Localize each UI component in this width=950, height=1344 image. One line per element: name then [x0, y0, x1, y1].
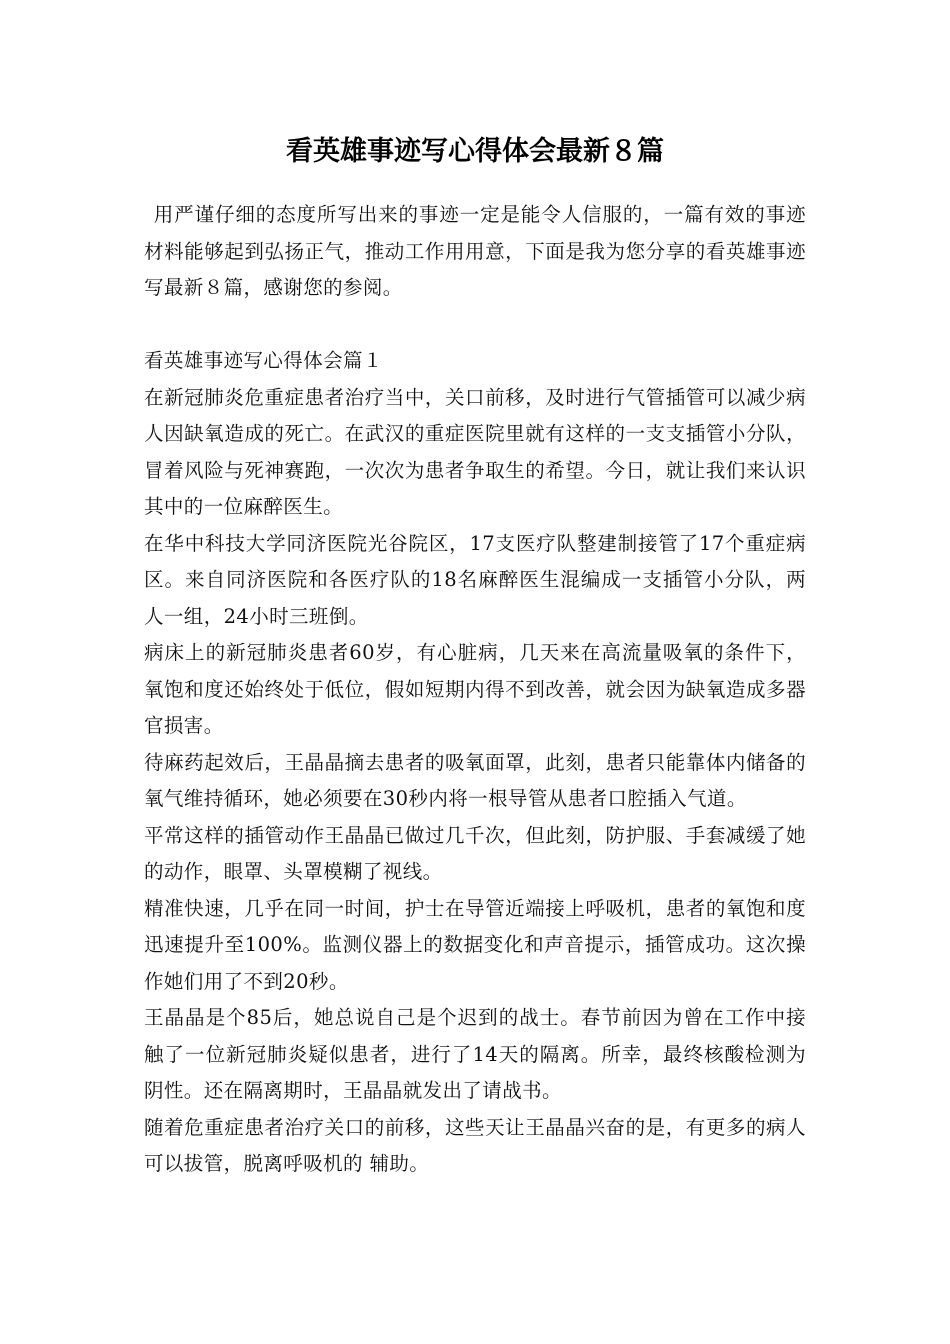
body-paragraph: 随着危重症患者治疗关口的前移，这些天让王晶晶兴奋的是，有更多的病人可以拔管，脱离呼吸机的 辅助。: [144, 1115, 806, 1175]
document-title: 看英雄事迹写心得体会最新８篇: [286, 136, 664, 167]
body-paragraph: 王晶晶是个85后，她总说自己是个迟到的战士。春节前因为曾在工作中接触了一位新冠肺炎疑似患者，进行了14天的隔离。所幸，最终核酸检测为阴性。还在隔离期时，王晶晶就发出了请战书。: [144, 1006, 806, 1102]
body-paragraph: 平常这样的插管动作王晶晶已做过几千次，但此刻，防护服、手套减缓了她的动作，眼罩、头罩模糊了视线。: [144, 823, 806, 883]
body-paragraph: 精准快速，几乎在同一时间，护士在导管近端接上呼吸机，患者的氧饱和度迅速提升至100%。监测仪器上的数据变化和声音提示，插管成功。这次操作她们用了不到20秒。: [144, 896, 806, 993]
body-paragraph: 待麻药起效后，王晶晶摘去患者的吸氧面罩，此刻，患者只能靠体内储备的氧气维持循环，她必须要在30秒内将一根导管从患者口腔插入气道。: [144, 750, 806, 810]
body-paragraph: 病床上的新冠肺炎患者60岁，有心脏病，几天来在高流量吸氧的条件下，氧饱和度还始终处于低位，假如短期内得不到改善，就会因为缺氧造成多器官损害。: [144, 641, 806, 737]
body-paragraph: 在华中科技大学同济医院光谷院区，17支医疗队整建制接管了17个重症病区。来自同济医院和各医疗队的18名麻醉医生混编成一支插管小分队，两人一组，24小时三班倒。: [144, 531, 806, 628]
paragraph-spacer: [144, 307, 806, 344]
section-heading: 看英雄事迹写心得体会篇１: [144, 349, 383, 372]
intro-paragraph: 用严谨仔细的态度所写出来的事迹一定是能令人信服的，一篇有效的事迹材料能够起到弘扬正气，推动工作用用意，下面是我为您分享的看英雄事迹写最新８篇，感谢您的参阅。: [144, 203, 806, 299]
body-paragraph: 在新冠肺炎危重症患者治疗当中，关口前移，及时进行气管插管可以减少病人因缺氧造成的死亡。在武汉的重症医院里就有这样的一支支插管小分队，冒着风险与死神赛跑，一次次为患者争取生的希望。今日，就让我们来认识其中的一位麻醉医生。: [144, 385, 806, 518]
document-body: [144, 197, 806, 1183]
